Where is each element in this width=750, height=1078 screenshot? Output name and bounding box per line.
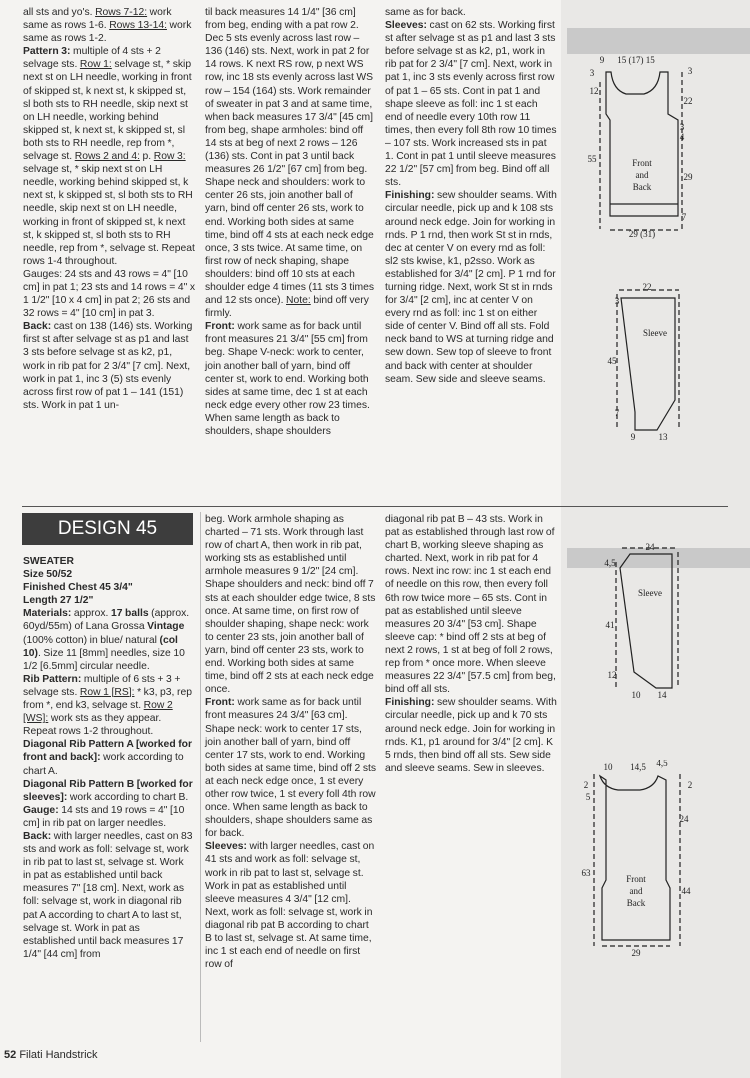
- design-col1-para-4: Materials: approx. 17 balls (approx. 60yd/55m) of Lana Grossa Vintage (100% cotton) in blue/ natural (col 10). Size 11 [8mm] needles, size 10 1/2 [6.5mm] circular needle.: [23, 608, 190, 672]
- d2-left-mid: 45: [607, 356, 617, 366]
- d3-label: Sleeve: [638, 588, 662, 598]
- d2-bottom-right: 13: [658, 432, 668, 442]
- design-col2-para-2: Sleeves: with larger needles, cast on 41 sts and work as foll: selvage st, work in rib pat to last st, selvage st. Work in pat as established until sleeve measures 4 3/4" [12 cm]. Next, work as foll: selvage st, work in diagonal rib pat B according to chart B to last st, selvage st. At same time, inc 1 st each end of needle on first row of: [205, 841, 375, 971]
- design-col1-para-7: Diagonal Rib Pattern B [worked for sleeves]: work according to chart B.: [23, 778, 193, 803]
- front-back-schematic-1: [586, 54, 706, 244]
- d1-right-3: 4: [679, 132, 685, 142]
- design-column-3: [385, 513, 557, 775]
- d2-bottom-left: 9: [630, 432, 636, 442]
- section-rule: [22, 506, 728, 507]
- design-col1-para-1: Size 50/52: [23, 569, 73, 581]
- d1-label-2: and: [635, 170, 649, 180]
- design-col1-para-5: Rib Pattern: multiple of 6 sts + 3 + selvage sts. Row 1 [RS]: * k3, p3, rep from *, end k3, selvage st. Row 2 [WS]: work sts as they appear. Repeat rows 1-2 throughout.: [23, 673, 192, 738]
- d1-top-right: 3: [687, 66, 693, 76]
- top-col1-para-3: Back: cast on 138 (146) sts. Working first st after selvage st as p1 and last 3 sts before selvage st as k2, p1, work in rib pat for 2 3/4" [7 cm]. Next, work in pat 1, inc 3 (5) sts evenly across first row of pat 1 – 141 (151) sts. Work in pat 1 un-: [23, 321, 193, 411]
- d4-neck-left: 2: [583, 780, 589, 790]
- d3-cap: 4,5: [604, 558, 616, 568]
- design-col3-para-1: Finishing: sew shoulder seams. With circular needle, pick up and k 70 sts around neck edge. Join for working in rnds. K1, p1 around for 3/4" [2 cm]. K 5 rnds, then bind off all sts. Sew side and sleeve seams. Sew in sleeves.: [385, 697, 557, 774]
- d4-right-2: 44: [681, 886, 691, 896]
- top-col2-para-1: Front: work same as for back until front measures 21 3/4" [55 cm] from beg. Shape V-neck: work to center, join another ball of yarn, bind off center st, work to end. Working both sides at same time, dec 1 st at each neck edge every other row 23 times. When same length as back to shoulders, shape shoulders: [205, 321, 370, 437]
- d4-label-1: Front: [626, 874, 646, 884]
- design-banner: DESIGN 45: [22, 513, 193, 545]
- d2-top: 22: [642, 282, 652, 292]
- page-footer: [4, 1049, 98, 1061]
- d2-left-top: 3: [614, 296, 620, 306]
- top-column-3: [385, 6, 557, 386]
- d1-neck-drop: 12: [589, 86, 599, 96]
- top-col1-para-2: Gauges: 24 sts and 43 rows = 4" [10 cm] in pat 1; 23 sts and 14 rows = 4" x 1 1/2" [10 x 4 cm] in pat 2; 26 sts and 32 rows = 4" [10 cm] in pat 3.: [23, 268, 195, 320]
- design-col1-para-3: Length 27 1/2": [23, 595, 94, 607]
- d3-left: 41: [605, 620, 615, 630]
- design-col1-para-0: SWEATER: [23, 556, 74, 567]
- d4-label-3: Back: [626, 898, 646, 908]
- d1-label-1: Front: [632, 158, 652, 168]
- d3-top: 24: [645, 542, 655, 552]
- design-col2-para-0: beg. Work armhole shaping as charted – 71 sts. Work through last row of chart A, then work in rib pat, working sts as established until armhole measures 9 1/2" [24 cm]. Shape shoulders and neck: bind off 7 sts at each shoulder edge twice, 8 sts once. At same time, on first row of shoulder shaping, shape neck: work to center 23 sts, join another ball of yarn, bind off center 23 sts, work to end. Working both sides at same time, bind off 2 sts at each neck edge once.: [205, 514, 376, 696]
- d1-right-1: 22: [683, 96, 693, 106]
- top-column-2: [205, 6, 377, 438]
- d3-left-bottom: 12: [607, 670, 617, 680]
- d4-left: 63: [581, 868, 591, 878]
- top-column-1: [23, 6, 196, 412]
- d1-bottom: 29 (31): [628, 229, 656, 239]
- d4-top-right: 4,5: [656, 760, 668, 768]
- d4-top-mid: 14,5: [630, 762, 646, 772]
- design-column-1: [23, 555, 194, 961]
- d1-right-2: 3: [679, 122, 685, 132]
- design-col3-para-0: diagonal rib pat B – 43 sts. Work in pat as established through last row of chart B, working sleeve shaping as charted. Next, work in rib pat for 4 rows. Next inc row: inc 1 st each end of needle on this row, then every foll 6th row twice more – 65 sts. Cont in pat as established until sleeve measures 20 3/4" [53 cm]. Shape sleeve cap: * bind off 2 sts at beg of next 2 rows, 1 st at beg of foll 2 rows, rep from * once more. When sleeve measures 22 3/4" [57.5 cm] from beg, bind off all sts.: [385, 514, 556, 696]
- d1-right-4: 29: [683, 172, 693, 182]
- d3-bottom-left: 10: [631, 690, 641, 700]
- design-col1-para-6: Diagonal Rib Pattern A [worked for front and back]: work according to chart A.: [23, 739, 192, 777]
- d3-bottom-right: 14: [657, 690, 667, 700]
- d1-right-5: 7: [681, 212, 687, 222]
- page-number: 52: [4, 1049, 17, 1061]
- design-col1-para-8: Gauge: 14 sts and 19 rows = 4" [10 cm] in rib pat on larger needles.: [23, 804, 185, 829]
- top-col2-para-0: til back measures 14 1/4" [36 cm] from beg, ending with a pat row 2. Dec 5 sts evenly across last row – 136 (146) sts. Next, work in pat 2 for 14 rows. K next RS row, p next WS row, inc 18 sts evenly across last WS row – 154 (164) sts. Work remainder of sweater in pat 3 and at same time, when back measures 17 3/4" [45 cm] from beg, shape armholes: bind off 14 sts at beg of next 2 rows – 126 (136) sts. Cont in pat 3 until back measures 26 1/2" [67 cm] from beg. Shape neck and shoulders: work to center 26 sts, join another ball of yarn, bind off center 26 sts, work to end. Working both sides at same time, bind off 4 sts at each neck edge once, 3 sts twice. At same time, on first row of neck shaping, shape shoulders: bind off 10 sts at each shoulder edge 4 times (11 sts 3 times and 12 sts once). Note: bind off very firmly.: [205, 7, 375, 320]
- top-col3-para-1: Sleeves: cast on 62 sts. Working first st after selvage st as p1 and last 3 sts before selvage st as k2, p1, work in rib pat for 2 3/4" [7 cm]. Next, work in pat 1, inc 3 sts evenly across first row of pat 1 – 65 sts. Cont in pat 1 and shape sleeve as foll: inc 1 st each end of needle every 10th row 11 times, then every foll 8th row 10 times – 107 sts. Work increased sts in pat 1. Cont in pat 1 until sleeve measures 22 1/2" [57 cm] from beg. Bind off all sts.: [385, 20, 557, 189]
- design-col2-para-1: Front: work same as for back until front measures 24 3/4" [63 cm]. Shape neck: work to center 17 sts, join another ball of yarn, bind off center 17 sts, work to end. Working both sides at same time, bind off 2 sts at each neck edge once, 1 st every other row twice, 1 st every foll 4th row once. When same length as back to shoulders, shape shoulders same as for back.: [205, 697, 377, 840]
- design-col1-para-9: Back: with larger needles, cast on 83 sts and work as foll: selvage st, work in rib pat to last st, selvage st. Work in pat as established until back measures 7" [18 cm]. Next, work as foll: selvage st, work in diagonal rib pat A according to chart A to last st, selvage st. Work in pat as established until back measures 17 1/4" [44 cm] from: [23, 830, 193, 960]
- sleeve-schematic-2: [600, 540, 690, 700]
- d2-left-bot: 7: [614, 408, 620, 418]
- publication-title: Filati Handstrick: [19, 1049, 98, 1061]
- d1-label-3: Back: [632, 182, 652, 192]
- front-back-schematic-2: [578, 760, 698, 960]
- d1-top-mid: 15 (17) 15: [617, 55, 655, 65]
- d4-bottom: 29: [631, 948, 641, 958]
- d1-left: 55: [587, 154, 597, 164]
- d4-top-left: 10: [603, 762, 613, 772]
- column-divider: [200, 512, 201, 1042]
- d1-neck: 3: [589, 68, 595, 78]
- design-column-2: [205, 513, 377, 971]
- top-col3-para-0: same as for back.: [385, 7, 466, 18]
- top-col1-para-0: all sts and yo's. Rows 7-12: work same as rows 1-6. Rows 13-14: work same as rows 1-2.: [23, 7, 192, 45]
- d4-right-1: 24: [679, 814, 689, 824]
- sleeve-schematic-1: [607, 282, 687, 444]
- top-col3-para-2: Finishing: sew shoulder seams. With circular needle, pick up and k 108 sts around neck edge. Join for working in rnds. P 1 rnd, then work St st in rnds, dec at center V on every rnd as foll: sl2 sts kwise, k1, p2sso. Work as established for 3/4" [2 cm]. P 1 rnd for turning ridge. Next, work St st in rnds for 3/4" [2 cm], inc at center V on every rnd as foll: inc 1 st on either side of center V. Bind off all sts. Fold neck band to WS at turning ridge and sew down. Sew top of sleeve to front and back with center at shoulder seam. Sew side and sleeve seams.: [385, 190, 557, 385]
- top-col1-para-1: Pattern 3: multiple of 4 sts + 2 selvage sts. Row 1: selvage st, * skip next st on LH needle, working in front of skipped st, k next st, k skipped st, sl both sts to RH needle, skip next st on LH needle, working behind skipped st, k next st, k skipped st, sl both sts to RH needle, rep from *, selvage st. Rows 2 and 4: p. Row 3: selvage st, * skip next st on LH needle, working behind skipped st, k next st, k skipped st, sl both sts to RH needle, skip next st on LH needle, working in front of skipped st, k next st, k skipped st, sl both sts to RH needle, rep from *, selvage st. Repeat rows 1-4 throughout.: [23, 46, 195, 267]
- d4-neck-right: 2: [687, 780, 693, 790]
- design-col1-para-2: Finished Chest 45 3/4": [23, 582, 133, 594]
- d2-label: Sleeve: [643, 328, 667, 338]
- d1-top: 9: [599, 55, 605, 65]
- d4-neck-drop: 5: [585, 792, 591, 802]
- d4-label-2: and: [629, 886, 643, 896]
